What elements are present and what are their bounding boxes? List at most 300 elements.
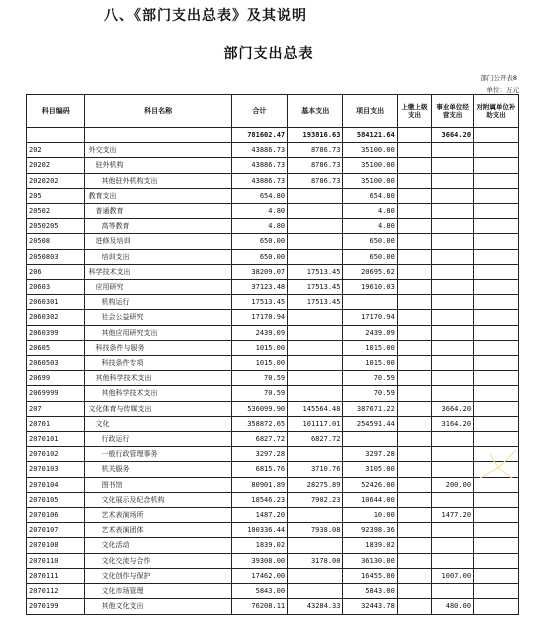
table-row (27, 508, 519, 523)
row-subsidy (474, 264, 519, 279)
row-total: 2439.09 (231, 325, 287, 340)
row-basic: 8786.73 (288, 158, 343, 173)
table-row (27, 416, 519, 431)
row-upper (397, 416, 431, 431)
row-project: 19610.03 (343, 280, 397, 295)
row-upper (397, 523, 431, 538)
table-row (27, 432, 519, 447)
row-upper (397, 386, 431, 401)
row-business (432, 188, 474, 203)
row-basic (288, 204, 343, 219)
row-business (432, 295, 474, 310)
row-project: 3105.00 (343, 462, 397, 477)
total-upper (397, 128, 431, 143)
row-total: 17513.45 (231, 295, 287, 310)
row-upper (397, 508, 431, 523)
row-business: 3164.20 (432, 416, 474, 431)
row-name: 应用研究 (85, 280, 231, 295)
total-row (27, 128, 519, 143)
row-name: 文化交流与合作 (85, 553, 231, 568)
row-upper (397, 553, 431, 568)
row-total: 70.59 (231, 371, 287, 386)
row-upper (397, 188, 431, 203)
row-upper (397, 356, 431, 371)
row-project: 3297.28 (343, 447, 397, 462)
row-project (343, 295, 397, 310)
row-code: 2070103 (27, 462, 85, 477)
row-code: 20699 (27, 371, 85, 386)
row-name: 一般行政管理事务 (85, 447, 231, 462)
unit-label: 单位：万元 (486, 86, 519, 94)
row-business (432, 249, 474, 264)
row-business: 3664.20 (432, 401, 474, 416)
row-business (432, 158, 474, 173)
row-subsidy (474, 416, 519, 431)
row-code: 20508 (27, 234, 85, 249)
row-business (432, 204, 474, 219)
row-project: 52426.00 (343, 477, 397, 492)
row-total: 650.00 (231, 249, 287, 264)
header-upper: 上缴上级支出 (397, 95, 431, 128)
total-business: 3664.20 (432, 128, 474, 143)
row-code: 202 (27, 143, 85, 158)
table-row (27, 158, 519, 173)
header-basic: 基本支出 (288, 95, 343, 128)
row-name: 社会公益研究 (85, 310, 231, 325)
row-business (432, 462, 474, 477)
row-total: 37123.48 (231, 280, 287, 295)
row-project: 4.80 (343, 219, 397, 234)
row-upper (397, 340, 431, 355)
row-project: 36130.00 (343, 553, 397, 568)
row-subsidy (474, 386, 519, 401)
row-total: 80901.89 (231, 477, 287, 492)
row-business (432, 325, 474, 340)
row-name: 驻外机构 (85, 158, 231, 173)
row-total: 1487.20 (231, 508, 287, 523)
row-name: 机关服务 (85, 462, 231, 477)
header-row (27, 95, 519, 128)
row-basic: 43284.33 (288, 599, 343, 614)
row-upper (397, 295, 431, 310)
row-business: 1007.00 (432, 568, 474, 583)
row-total: 100336.44 (231, 523, 287, 538)
row-subsidy (474, 356, 519, 371)
row-project: 254591.44 (343, 416, 397, 431)
row-project: 1015.00 (343, 356, 397, 371)
row-subsidy (474, 249, 519, 264)
row-project: 20695.62 (343, 264, 397, 279)
row-code: 2060302 (27, 310, 85, 325)
table-row (27, 523, 519, 538)
table-row (27, 356, 519, 371)
total-total: 781602.47 (231, 128, 287, 143)
row-code: 20603 (27, 280, 85, 295)
row-code: 20701 (27, 416, 85, 431)
row-code: 2070105 (27, 492, 85, 507)
row-total: 650.00 (231, 234, 287, 249)
row-total: 4.80 (231, 219, 287, 234)
row-project: 650.00 (343, 234, 397, 249)
row-name: 进修及培训 (85, 234, 231, 249)
row-basic (288, 584, 343, 599)
row-business (432, 173, 474, 188)
row-business (432, 538, 474, 553)
row-basic: 101117.01 (288, 416, 343, 431)
row-code: 2070101 (27, 432, 85, 447)
row-basic (288, 340, 343, 355)
row-name: 培训支出 (85, 249, 231, 264)
table-row (27, 295, 519, 310)
table-row (27, 584, 519, 599)
row-subsidy (474, 204, 519, 219)
row-total: 654.80 (231, 188, 287, 203)
row-upper (397, 477, 431, 492)
row-name: 文化活动 (85, 538, 231, 553)
row-subsidy (474, 599, 519, 614)
table-row (27, 310, 519, 325)
row-basic (288, 219, 343, 234)
row-upper (397, 371, 431, 386)
table-row (27, 249, 519, 264)
row-basic (288, 234, 343, 249)
row-subsidy (474, 325, 519, 340)
row-name: 其他文化支出 (85, 599, 231, 614)
row-basic (288, 447, 343, 462)
row-business (432, 234, 474, 249)
row-code: 2070107 (27, 523, 85, 538)
row-name: 文化 (85, 416, 231, 431)
row-name: 高等教育 (85, 219, 231, 234)
row-basic: 7938.08 (288, 523, 343, 538)
row-name: 科技条件专项 (85, 356, 231, 371)
row-upper (397, 204, 431, 219)
row-subsidy (474, 158, 519, 173)
row-name: 文化展示及纪念机构 (85, 492, 231, 507)
table-row (27, 219, 519, 234)
row-upper (397, 462, 431, 477)
row-subsidy (474, 584, 519, 599)
table-row (27, 264, 519, 279)
row-total: 6815.76 (231, 462, 287, 477)
header-subsidy: 对附属单位补助支出 (474, 95, 519, 128)
row-code: 2070104 (27, 477, 85, 492)
row-upper (397, 173, 431, 188)
row-basic: 3178.00 (288, 553, 343, 568)
row-subsidy (474, 401, 519, 416)
row-name: 其他驻外机构支出 (85, 173, 231, 188)
table-row (27, 234, 519, 249)
row-name: 文化市场管理 (85, 584, 231, 599)
row-subsidy (474, 568, 519, 583)
row-code: 2070111 (27, 568, 85, 583)
row-business: 200.00 (432, 477, 474, 492)
row-project: 10.00 (343, 508, 397, 523)
row-upper (397, 158, 431, 173)
row-business (432, 584, 474, 599)
row-name: 普通教育 (85, 204, 231, 219)
row-name: 图书馆 (85, 477, 231, 492)
table-row (27, 462, 519, 477)
row-subsidy (474, 432, 519, 447)
total-basic: 193816.63 (288, 128, 343, 143)
row-business (432, 310, 474, 325)
table-number: 部门公开表8 (480, 74, 517, 82)
row-business (432, 143, 474, 158)
total-code (27, 128, 85, 143)
row-project: 4.80 (343, 204, 397, 219)
row-project: 10644.00 (343, 492, 397, 507)
row-project: 2439.09 (343, 325, 397, 340)
header-code: 科目编码 (27, 95, 85, 128)
row-code: 20202 (27, 158, 85, 173)
header-total: 合计 (231, 95, 287, 128)
table-row (27, 477, 519, 492)
section-title: 八、《部门支出总表》及其说明 (104, 8, 307, 24)
row-upper (397, 401, 431, 416)
row-code: 205 (27, 188, 85, 203)
row-total: 3297.28 (231, 447, 287, 462)
table-row (27, 401, 519, 416)
row-subsidy (474, 173, 519, 188)
row-project (343, 432, 397, 447)
row-code: 2070102 (27, 447, 85, 462)
table-row (27, 340, 519, 355)
row-business (432, 356, 474, 371)
row-project: 70.59 (343, 386, 397, 401)
row-business (432, 219, 474, 234)
total-project: 584121.64 (343, 128, 397, 143)
table-row (27, 492, 519, 507)
row-upper (397, 249, 431, 264)
row-basic (288, 356, 343, 371)
row-basic (288, 325, 343, 340)
row-project: 16455.00 (343, 568, 397, 583)
table-row (27, 280, 519, 295)
row-name: 其他科学技术支出 (85, 386, 231, 401)
row-code: 2020202 (27, 173, 85, 188)
row-name: 其他应用研究支出 (85, 325, 231, 340)
row-project: 5843.00 (343, 584, 397, 599)
row-name: 艺术表演团体 (85, 523, 231, 538)
table-row (27, 538, 519, 553)
row-subsidy (474, 340, 519, 355)
row-subsidy (474, 371, 519, 386)
row-total: 6827.72 (231, 432, 287, 447)
total-name (85, 128, 231, 143)
row-business (432, 386, 474, 401)
row-total: 70.59 (231, 386, 287, 401)
row-business (432, 523, 474, 538)
row-name: 文化体育与传媒支出 (85, 401, 231, 416)
row-code: 2070106 (27, 508, 85, 523)
row-business: 1477.20 (432, 508, 474, 523)
row-code: 2069999 (27, 386, 85, 401)
row-total: 358872.65 (231, 416, 287, 431)
row-business (432, 264, 474, 279)
row-subsidy (474, 538, 519, 553)
row-subsidy (474, 280, 519, 295)
row-basic: 3710.76 (288, 462, 343, 477)
table-row (27, 553, 519, 568)
row-basic: 28275.89 (288, 477, 343, 492)
row-upper (397, 310, 431, 325)
row-total: 39308.00 (231, 553, 287, 568)
row-basic: 8786.73 (288, 143, 343, 158)
row-subsidy (474, 234, 519, 249)
row-business (432, 492, 474, 507)
row-code: 2060301 (27, 295, 85, 310)
table-row (27, 599, 519, 614)
row-upper (397, 492, 431, 507)
row-subsidy (474, 492, 519, 507)
row-code: 20605 (27, 340, 85, 355)
row-subsidy (474, 188, 519, 203)
row-basic: 17513.45 (288, 280, 343, 295)
row-subsidy (474, 295, 519, 310)
header-name: 科目名称 (85, 95, 231, 128)
row-basic (288, 371, 343, 386)
row-upper (397, 325, 431, 340)
row-project: 70.59 (343, 371, 397, 386)
row-basic (288, 508, 343, 523)
row-total: 76208.11 (231, 599, 287, 614)
row-total: 17462.00 (231, 568, 287, 583)
row-project: 35100.00 (343, 158, 397, 173)
row-project: 17170.94 (343, 310, 397, 325)
row-business: 480.00 (432, 599, 474, 614)
row-basic: 6827.72 (288, 432, 343, 447)
row-upper (397, 584, 431, 599)
row-subsidy (474, 553, 519, 568)
row-subsidy (474, 310, 519, 325)
row-basic: 145564.48 (288, 401, 343, 416)
row-name: 机构运行 (85, 295, 231, 310)
row-name: 行政运行 (85, 432, 231, 447)
row-code: 2060503 (27, 356, 85, 371)
row-project: 35100.00 (343, 173, 397, 188)
row-total: 1015.00 (231, 340, 287, 355)
row-basic: 17513.45 (288, 295, 343, 310)
row-total: 1015.00 (231, 356, 287, 371)
row-upper (397, 280, 431, 295)
row-code: 207 (27, 401, 85, 416)
header-business: 事业单位经营支出 (432, 95, 474, 128)
row-upper (397, 234, 431, 249)
row-total: 5843.00 (231, 584, 287, 599)
row-project: 1015.00 (343, 340, 397, 355)
star-doodle-icon (478, 448, 518, 482)
row-subsidy (474, 143, 519, 158)
row-project: 1839.02 (343, 538, 397, 553)
row-basic (288, 188, 343, 203)
row-business (432, 447, 474, 462)
row-total: 536099.90 (231, 401, 287, 416)
row-subsidy (474, 523, 519, 538)
row-code: 206 (27, 264, 85, 279)
row-upper (397, 219, 431, 234)
row-total: 18546.23 (231, 492, 287, 507)
row-business (432, 553, 474, 568)
row-total: 4.80 (231, 204, 287, 219)
row-total: 38209.07 (231, 264, 287, 279)
row-project: 35100.00 (343, 143, 397, 158)
row-upper (397, 599, 431, 614)
row-project: 32443.78 (343, 599, 397, 614)
row-project: 654.80 (343, 188, 397, 203)
table-row (27, 447, 519, 462)
table-row (27, 568, 519, 583)
row-project: 650.00 (343, 249, 397, 264)
row-upper (397, 447, 431, 462)
table-row (27, 386, 519, 401)
row-code: 2070112 (27, 584, 85, 599)
row-business (432, 280, 474, 295)
row-code: 20502 (27, 204, 85, 219)
table-row (27, 371, 519, 386)
row-name: 教育支出 (85, 188, 231, 203)
table-row (27, 143, 519, 158)
row-name: 科学技术支出 (85, 264, 231, 279)
row-code: 2050205 (27, 219, 85, 234)
table-row (27, 188, 519, 203)
row-code: 2070199 (27, 599, 85, 614)
row-business (432, 371, 474, 386)
table-row (27, 173, 519, 188)
row-code: 2070110 (27, 553, 85, 568)
row-basic (288, 386, 343, 401)
row-basic: 17513.45 (288, 264, 343, 279)
row-name: 外交支出 (85, 143, 231, 158)
row-business (432, 432, 474, 447)
row-total: 1839.02 (231, 538, 287, 553)
row-upper (397, 264, 431, 279)
row-name: 艺术表演场所 (85, 508, 231, 523)
row-subsidy (474, 219, 519, 234)
table-title: 部门支出总表 (223, 46, 314, 62)
row-name: 其他科学技术支出 (85, 371, 231, 386)
row-upper (397, 568, 431, 583)
row-name: 科技条件与服务 (85, 340, 231, 355)
row-total: 43886.73 (231, 158, 287, 173)
table-row (27, 204, 519, 219)
row-basic (288, 568, 343, 583)
row-basic: 7902.23 (288, 492, 343, 507)
row-project: 387671.22 (343, 401, 397, 416)
row-basic (288, 249, 343, 264)
row-business (432, 340, 474, 355)
row-code: 2050803 (27, 249, 85, 264)
row-basic: 8786.73 (288, 173, 343, 188)
total-subsidy (474, 128, 519, 143)
header-project: 项目支出 (343, 95, 397, 128)
row-upper (397, 432, 431, 447)
row-subsidy (474, 508, 519, 523)
row-code: 2060399 (27, 325, 85, 340)
row-total: 43886.73 (231, 143, 287, 158)
table-row (27, 325, 519, 340)
row-code: 2070108 (27, 538, 85, 553)
row-upper (397, 143, 431, 158)
row-name: 文化创作与保护 (85, 568, 231, 583)
row-basic (288, 310, 343, 325)
row-total: 17170.94 (231, 310, 287, 325)
expenditure-table (26, 94, 519, 615)
row-total: 43886.73 (231, 173, 287, 188)
row-basic (288, 538, 343, 553)
row-project: 92398.36 (343, 523, 397, 538)
row-upper (397, 538, 431, 553)
